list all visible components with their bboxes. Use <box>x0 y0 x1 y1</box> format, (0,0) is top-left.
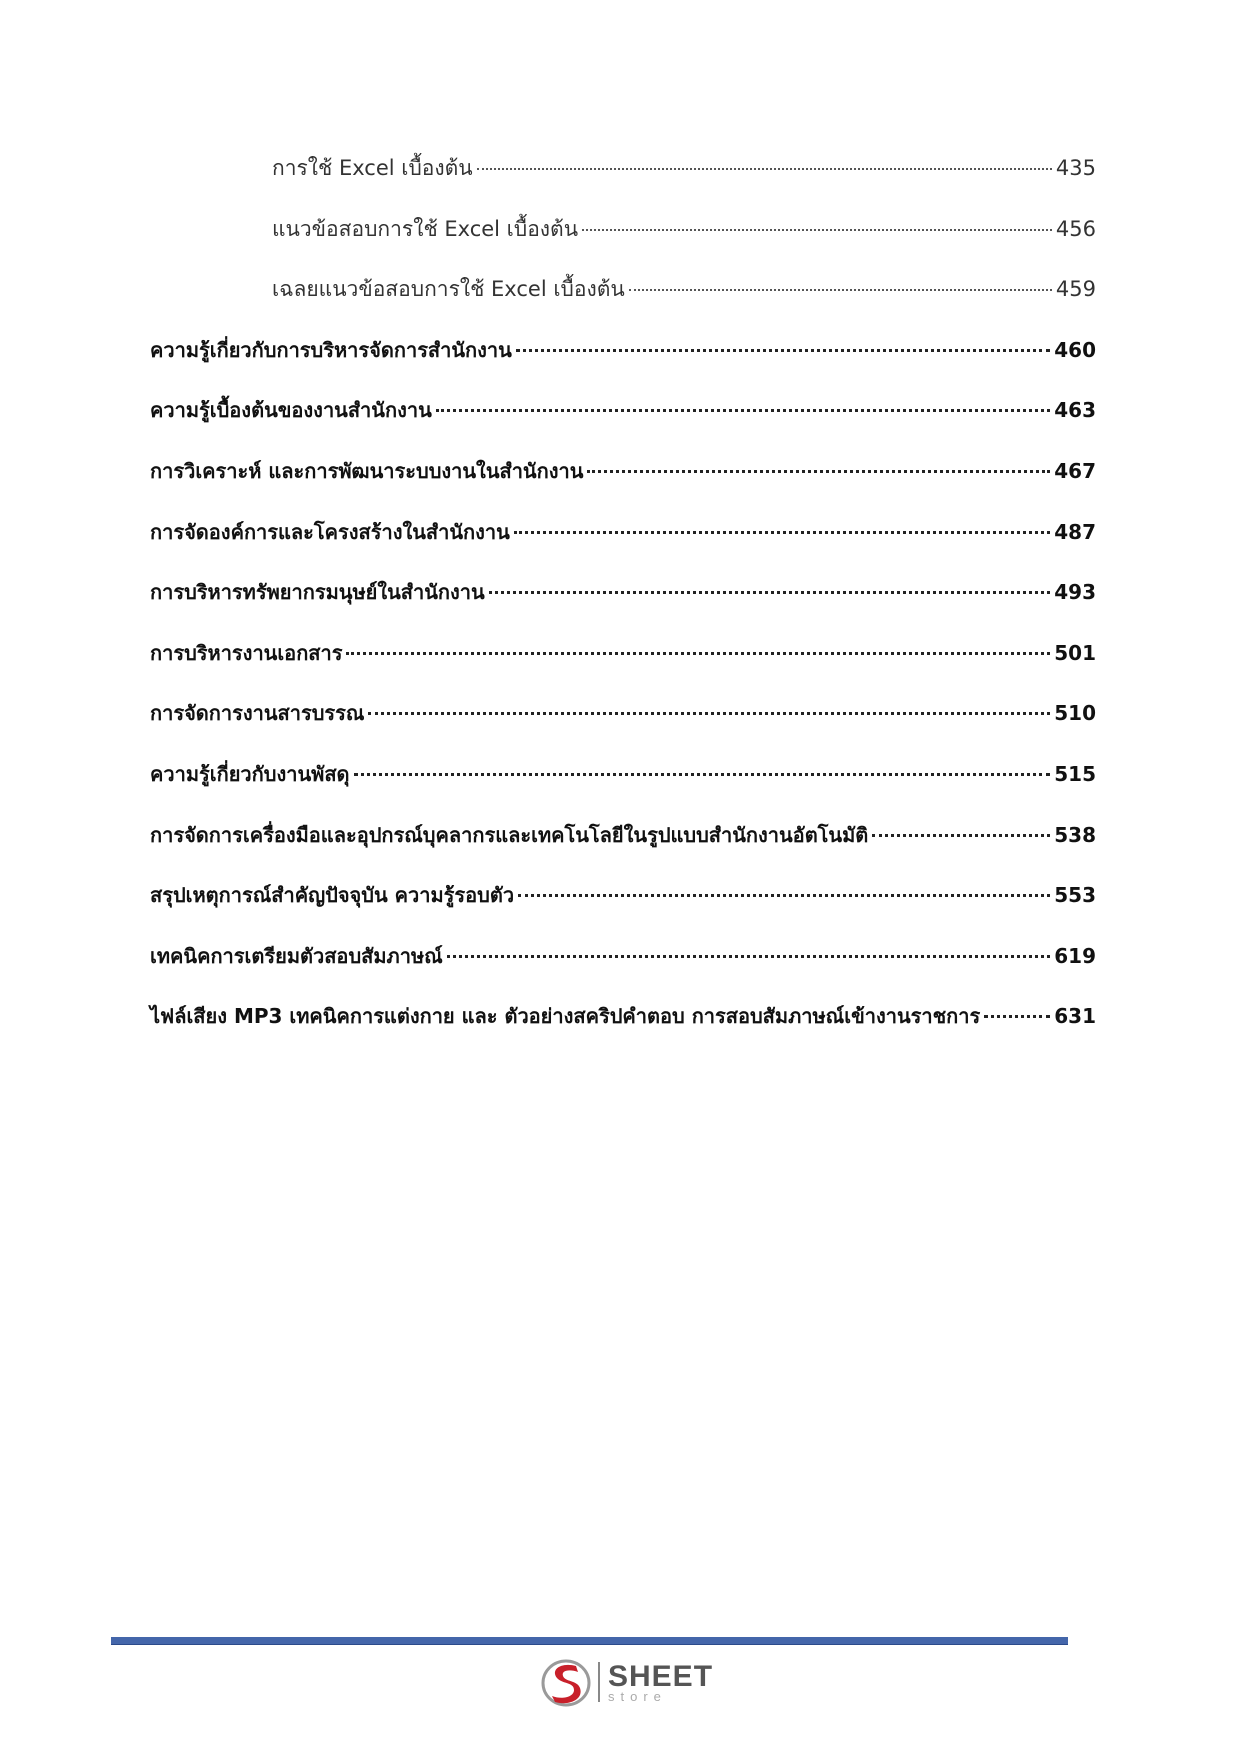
dot-leader <box>587 450 1050 473</box>
toc-entry[interactable] <box>150 269 1096 330</box>
toc-entry-page: 467 <box>1054 458 1096 483</box>
sheet-store-s-logo-icon <box>540 1656 592 1708</box>
dot-leader <box>477 147 1052 170</box>
toc-entry[interactable] <box>150 936 1096 997</box>
dot-leader <box>514 511 1050 534</box>
sheet-store-logo <box>540 1655 720 1709</box>
toc-entry-title: เฉลยแนวข้อสอบการใช้ Excel เบื้องต้น <box>272 277 625 302</box>
toc-entry[interactable] <box>150 209 1096 270</box>
toc-entry-title: การวิเคราะห์ และการพัฒนาระบบงานในสำนักงาน <box>150 458 584 483</box>
logo-divider <box>598 1662 600 1702</box>
toc-entry-title: การบริหารทรัพยากรมนุษย์ในสำนักงาน <box>150 580 485 605</box>
toc-entry[interactable] <box>150 572 1096 633</box>
toc-entry[interactable] <box>150 996 1096 1057</box>
toc-entry-title: ความรู้เบื้องต้นของงานสำนักงาน <box>150 398 432 423</box>
toc-entry-title: การจัดองค์การและโครงสร้างในสำนักงาน <box>150 519 510 544</box>
toc-entry-page: 463 <box>1054 398 1096 423</box>
dot-leader <box>436 389 1051 412</box>
toc-entry-title: ไฟล์เสียง MP3 เทคนิคการแต่งกาย และ ตัวอย่างสคริปคำตอบ การสอบสัมภาษณ์เข้างานราชการ <box>150 1004 981 1029</box>
toc-entry[interactable] <box>150 815 1096 876</box>
dot-leader <box>368 692 1050 715</box>
logo-subtext: store <box>608 1688 667 1704</box>
dot-leader <box>489 571 1051 594</box>
dot-leader <box>984 995 1050 1018</box>
toc-entry-title: เทคนิคการเตรียมตัวสอบสัมภาษณ์ <box>150 943 443 968</box>
dot-leader <box>354 753 1051 776</box>
toc-entry[interactable] <box>150 512 1096 573</box>
dot-leader <box>582 208 1052 231</box>
toc-entry-page: 459 <box>1055 277 1096 302</box>
dot-leader <box>516 329 1050 352</box>
toc-entry-title: การจัดการเครื่องมือและอุปกรณ์บุคลากรและเทคโนโลยีในรูปแบบสำนักงานอัตโนมัติ <box>150 822 869 847</box>
dot-leader <box>629 268 1052 291</box>
toc-entry-page: 493 <box>1054 580 1096 605</box>
table-of-contents <box>150 148 1096 1057</box>
toc-entry-page: 501 <box>1054 640 1096 665</box>
toc-entry[interactable] <box>150 330 1096 391</box>
toc-entry-title: การใช้ Excel เบื้องต้น <box>272 156 473 180</box>
toc-entry[interactable] <box>150 875 1096 936</box>
toc-entry-title: แนวข้อสอบการใช้ Excel เบื้องต้น <box>272 216 579 241</box>
toc-entry[interactable] <box>150 148 1096 209</box>
toc-entry-page: 538 <box>1054 822 1096 847</box>
dot-leader <box>518 874 1050 897</box>
toc-entry-page: 631 <box>1054 1004 1096 1029</box>
toc-entry-page: 460 <box>1054 337 1096 362</box>
toc-entry-page: 515 <box>1054 761 1096 786</box>
toc-entry-title: สรุปเหตุการณ์สำคัญปัจจุบัน ความรู้รอบตัว <box>150 883 515 908</box>
toc-entry-page: 619 <box>1054 943 1096 968</box>
toc-entry[interactable] <box>150 754 1096 815</box>
dot-leader <box>346 632 1050 655</box>
toc-entry-page: 435 <box>1055 156 1096 180</box>
toc-entry-title: การบริหารงานเอกสาร <box>150 640 343 665</box>
logo-wordmark: SHEET <box>608 1659 714 1693</box>
toc-entry[interactable] <box>150 390 1096 451</box>
dot-leader <box>447 935 1051 958</box>
toc-entry-title: ความรู้เกี่ยวกับงานพัสดุ <box>150 761 350 786</box>
toc-entry-page: 510 <box>1054 701 1096 726</box>
logo-text <box>608 1659 714 1704</box>
dot-leader <box>872 814 1050 837</box>
toc-entry-title: ความรู้เกี่ยวกับการบริหารจัดการสำนักงาน <box>150 337 512 362</box>
footer-rule <box>111 1637 1068 1645</box>
toc-entry[interactable] <box>150 693 1096 754</box>
toc-entry-title: การจัดการงานสารบรรณ <box>150 701 365 726</box>
toc-entry-page: 553 <box>1054 883 1096 908</box>
toc-entry[interactable] <box>150 451 1096 512</box>
toc-entry-page: 487 <box>1054 519 1096 544</box>
toc-entry-page: 456 <box>1055 216 1096 241</box>
toc-entry[interactable] <box>150 633 1096 694</box>
